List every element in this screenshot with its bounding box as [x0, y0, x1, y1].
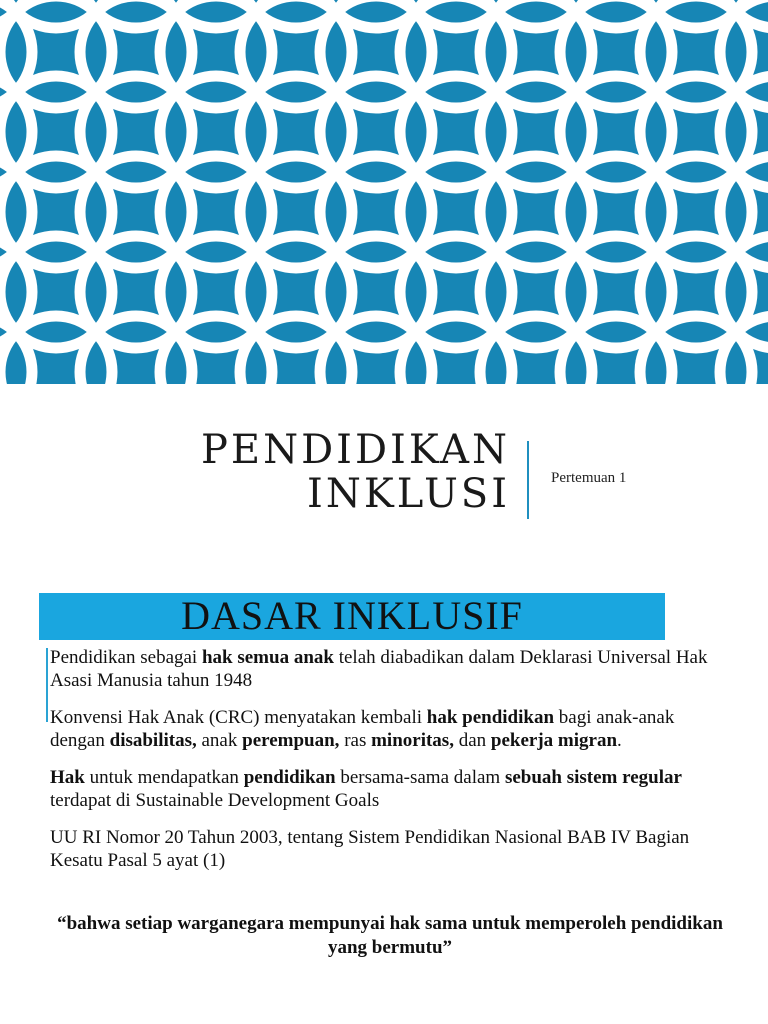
subtitle: Pertemuan 1 [551, 470, 627, 486]
paragraph-2 [50, 706, 730, 752]
text-run: anak [196, 730, 243, 751]
title-divider [527, 441, 529, 519]
text-run: terdapat di Sustainable Development Goals [50, 790, 380, 811]
section-heading: DASAR INKLUSIF [181, 593, 523, 638]
text-run: . [617, 730, 622, 751]
decorative-circle-pattern [0, 0, 768, 384]
text-run: untuk mendapatkan [84, 767, 244, 788]
text-run: Konvensi Hak Anak (CRC) menyatakan kembali [50, 707, 427, 728]
bold-text-run: Hak [50, 767, 85, 788]
text-run: ras [339, 730, 372, 751]
bold-text-run: minoritas, [371, 730, 454, 751]
paragraph-3 [50, 766, 730, 812]
bold-text-run: sebuah sistem regular [504, 767, 682, 788]
bold-text-run: pendidikan [243, 767, 336, 788]
title-line-2: INKLUSI [307, 471, 510, 517]
text-run: bagi anak-anak dengan [50, 707, 675, 751]
text-run: bersama-sama dalam [335, 767, 505, 788]
text-run: telah diabadikan dalam Deklarasi Universal Hak Asasi Manusia tahun 1948 [50, 647, 708, 691]
title-line-1: PENDIDIKAN [200, 427, 510, 473]
bold-text-run: hak pendidikan [426, 707, 555, 728]
text-run: Pendidikan sebagai [50, 647, 202, 668]
bold-text-run: disabilitas, [109, 730, 197, 751]
paragraph-marker [46, 648, 48, 722]
bold-text-run: pekerja migran [490, 730, 618, 751]
content-body [50, 646, 730, 886]
presentation-title [150, 428, 510, 516]
bold-text-run: perempuan, [242, 730, 340, 751]
text-run: dan [453, 730, 491, 751]
text-run: UU RI Nomor 20 Tahun 2003, tentang Sistem Pendidikan Nasional BAB IV Bagian Kesatu Pasal 5 ayat (1) [50, 827, 690, 871]
quote-text: “bahwa setiap warganegara mempunyai hak sama untuk memperoleh pendidikan yang bermutu” [57, 913, 723, 958]
bold-text-run: hak semua anak [201, 647, 334, 668]
paragraph-4 [50, 826, 730, 872]
paragraph-1 [50, 646, 730, 692]
